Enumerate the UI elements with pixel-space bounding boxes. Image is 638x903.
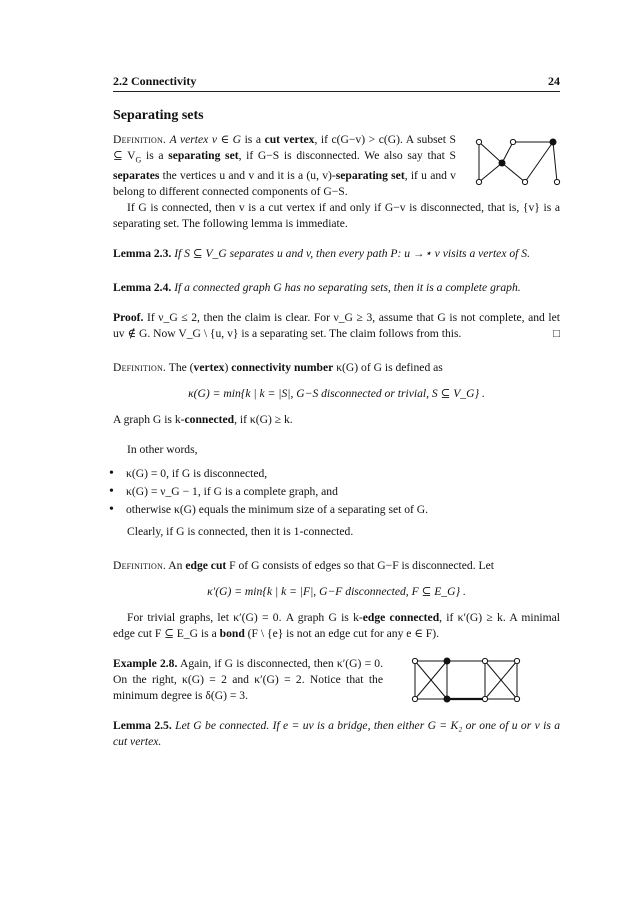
- formula-kappa: κ(G) = min{k | k = |S|, G−S disconnected or trivial, S ⊆ V_G} .: [188, 387, 485, 401]
- graph-vertex: [476, 179, 481, 184]
- section-title: Separating sets: [113, 108, 204, 123]
- graph-vertex: [510, 139, 515, 144]
- graph-vertex: [514, 697, 519, 702]
- example-2-8: Example 2.8. Again, if G is disconnected, then κ′(G) = 0. On the right, κ(G) = 2 and κ′(G) = 2. Notice that the minimum degree is δ(G) = 3.: [113, 656, 560, 704]
- definition-edge-cut: Definition. An edge cut F of G consists of edges so that G−F is disconnected. Let: [113, 559, 494, 573]
- formula-kappa-prime: κ′(G) = min{k | k = |F|, G−F disconnected, F ⊆ E_G} .: [207, 585, 466, 599]
- page: [113, 73, 560, 750]
- header-page-number: 24: [548, 74, 560, 88]
- header-section: 2.2 Connectivity: [113, 74, 197, 88]
- qed-symbol: □: [552, 327, 560, 341]
- graph-vertex-filled: [444, 696, 450, 702]
- graph-vertex-cut: [499, 160, 505, 166]
- graph-vertex: [476, 139, 481, 144]
- list-item: • κ(G) = 0, if G is disconnected,: [113, 466, 560, 482]
- proof: Proof. If ν_G ≤ 2, then the claim is clear. For ν_G ≥ 3, assume that G is not complete, and let uv ∉ G. Now V_G \ {u, v} is a separating set. The claim follows from this. □: [113, 311, 560, 341]
- paragraph-cut-vertex: If G is connected, then v is a cut vertex if and only if G−v is disconnected, that is, {v} is a separating set. The following lemma is immediate.: [113, 201, 560, 231]
- graph-vertex: [482, 659, 487, 664]
- cut-vertex-graph-figure: [473, 136, 563, 188]
- definition-label: Definition.: [113, 133, 167, 146]
- graph-vertex: [412, 659, 417, 664]
- definition-cut-vertex: Definition. A vertex v ∈ G is a cut vertex, if c(G−v) > c(G). A subset S ⊆ $V_G$ is a separating set, if G−S is disconnected. We also say that S separates the vertices u and v and it is a (u, v)-separating set, if u and v belong to different connected components of G−S.: [113, 132, 560, 200]
- other-words: In other words,: [127, 443, 198, 457]
- clearly-paragraph: Clearly, if G is connected, then it is 1-connected.: [127, 525, 354, 539]
- lemma-2-4: Lemma 2.4. If a connected graph G has no separating sets, then it is a complete graph.: [113, 281, 521, 295]
- trivial-graphs-paragraph: For trivial graphs, let κ′(G) = 0. A graph G is k-edge connected, if κ′(G) ≥ k. A minimal edge cut F ⊆ E_G is a bond (F \ {e} is not an edge cut for any e ∈ F).: [113, 611, 560, 641]
- running-header: [113, 73, 560, 92]
- definition-connectivity-number: Definition. The (vertex) connectivity number κ(G) of G is defined as: [113, 361, 443, 375]
- graph-vertex: [522, 179, 527, 184]
- edge-connectivity-graph-figure: [409, 656, 525, 704]
- graph-vertex: [412, 697, 417, 702]
- graph-vertex-cut: [550, 139, 556, 145]
- list-item: • κ(G) = ν_G − 1, if G is a complete graph, and: [113, 484, 560, 500]
- lemma-2-3: Lemma 2.3. If S ⊆ V_G separates u and v, then every path P: u →⋆ v visits a vertex of S.: [113, 247, 530, 261]
- lemma-2-5: Lemma 2.5. Let G be connected. If e = uv is a bridge, then either G = K₂ or one of u or v is a cut vertex.: [113, 719, 561, 749]
- bullet-list: [113, 466, 560, 518]
- graph-vertex: [514, 659, 519, 664]
- k-connected-definition: A graph G is k-connected, if κ(G) ≥ k.: [113, 413, 293, 427]
- graph-vertex: [554, 179, 559, 184]
- list-item: • otherwise κ(G) equals the minimum size of a separating set of G.: [113, 502, 560, 518]
- graph-vertex-filled: [444, 658, 450, 664]
- graph-vertex: [482, 697, 487, 702]
